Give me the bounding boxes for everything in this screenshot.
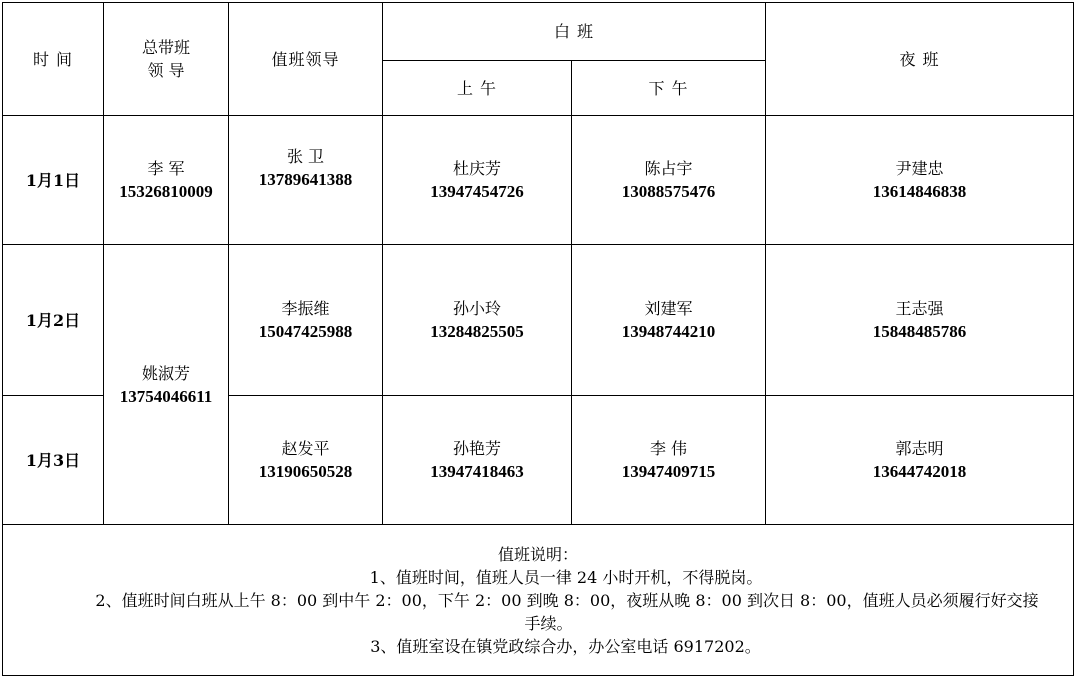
afternoon-cell: 刘建军 13948744210	[572, 245, 766, 396]
chief-cell: 姚淑芳 13754046611	[104, 245, 229, 525]
header-afternoon: 下 午	[572, 61, 766, 116]
table-row	[3, 116, 1074, 245]
date-cell: 1月1日	[3, 116, 104, 245]
leader-cell: 张 卫 13789641388	[229, 116, 383, 245]
afternoon-cell: 李 伟 13947409715	[572, 396, 766, 525]
header-chief-leader: 总带班 领 导	[104, 3, 229, 116]
notes-item-3: 3、值班室设在镇党政综合办，办公室电话 6917202。	[370, 636, 761, 656]
notes-item-1: 1、值班时间，值班人员一律 24 小时开机，不得脱岗。	[369, 567, 763, 587]
date-cell: 1月2日	[3, 245, 104, 396]
leader-cell: 李振维 15047425988	[229, 245, 383, 396]
chief-cell: 李 军 15326810009	[104, 116, 229, 245]
header-duty-leader: 值班领导	[229, 3, 383, 116]
night-cell: 王志强 15848485786	[766, 245, 1074, 396]
header-day-shift: 白 班	[383, 3, 766, 61]
afternoon-cell: 陈占宇 13088575476	[572, 116, 766, 245]
notes-item-2-continued: 手续。	[524, 613, 573, 633]
date-cell: 1月3日	[3, 396, 104, 525]
notes-title: 值班说明：	[497, 544, 578, 564]
leader-cell: 赵发平 13190650528	[229, 396, 383, 525]
morning-cell: 孙小玲 13284825505	[383, 245, 572, 396]
notes-item-2: 2、值班时间白班从上午 8：00 到中午 2：00，下午 2：00 到晚 8：00，夜班从晚 8：00 到次日 8：00，值班人员必须履行好交接	[95, 590, 1039, 610]
night-cell: 郭志明 13644742018	[766, 396, 1074, 525]
night-cell: 尹建忠 13614846838	[766, 116, 1074, 245]
duty-schedule-table	[2, 2, 1074, 676]
duty-notes	[3, 525, 1074, 676]
table-row	[3, 245, 1074, 396]
header-morning: 上 午	[383, 61, 572, 116]
morning-cell: 杜庆芳 13947454726	[383, 116, 572, 245]
header-time: 时 间	[3, 3, 104, 116]
morning-cell: 孙艳芳 13947418463	[383, 396, 572, 525]
header-night-shift: 夜 班	[766, 3, 1074, 116]
